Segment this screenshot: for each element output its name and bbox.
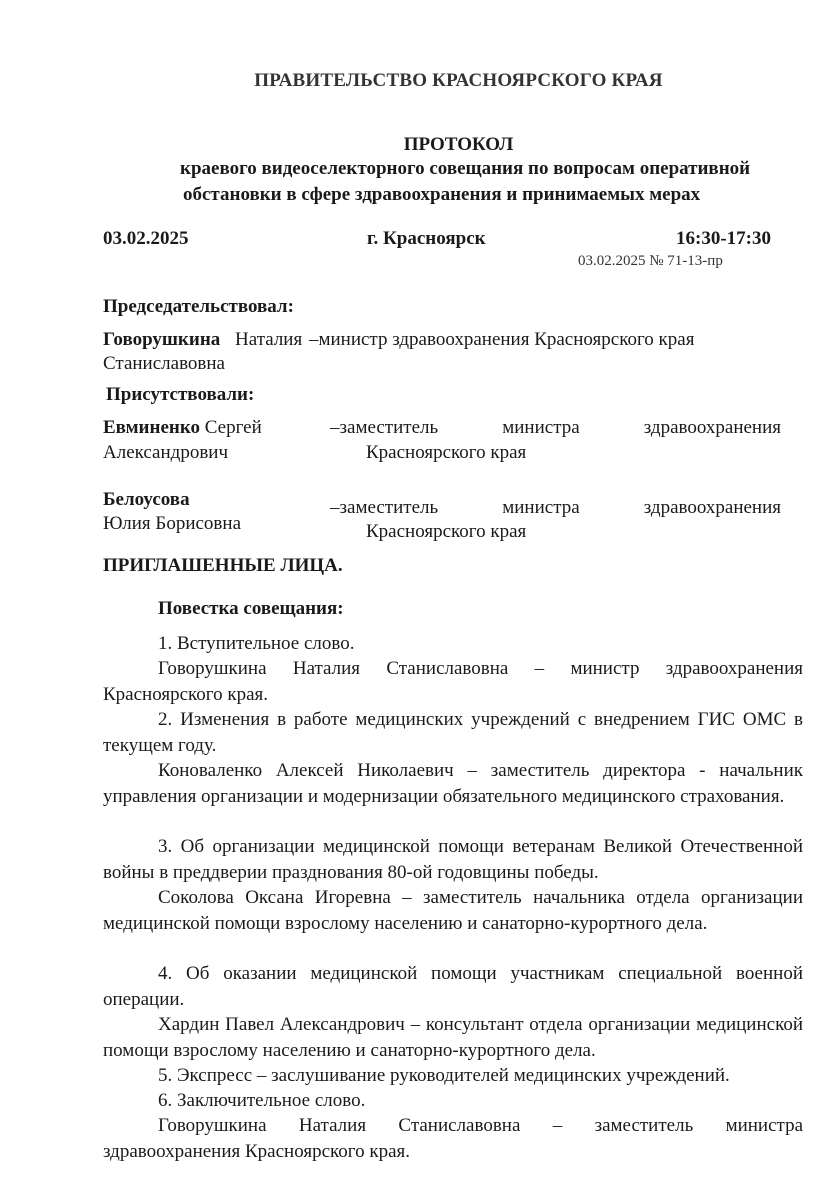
present-person-1-name [103, 417, 262, 439]
agenda-item-5: 5. Экспресс – заслушивание руководителей медицинских учреждений. [158, 1065, 730, 1086]
protocol-title: ПРОТОКОЛ [403, 134, 514, 155]
meeting-time: 16:30-17:30 [676, 228, 771, 249]
present-2-surname: Белоусова [103, 489, 190, 510]
agenda-item-1: 1. Вступительное слово. [158, 633, 355, 654]
agenda-item-6: 6. Заключительное слово. [158, 1090, 366, 1111]
present-1-surname: Евминенко [103, 417, 201, 438]
chair-patronymic: Станиславовна [103, 353, 225, 374]
protocol-subtitle-line-1: краевого видеоселекторного совещания по вопросам оперативной [180, 158, 751, 179]
position-word: здравоохранения [643, 497, 781, 518]
agenda-speaker-2: Коноваленко Алексей Николаевич – заместитель директора - начальник управления организации и модернизации обязательного медицинского страхования. [103, 760, 803, 807]
position-word: –заместитель [330, 497, 439, 518]
meeting-date: 03.02.2025 [103, 228, 189, 249]
agenda-speaker-1: Говорушкина Наталия Станиславовна – министр здравоохранения Красноярского края. [103, 658, 803, 705]
meeting-city: г. Красноярск [367, 228, 486, 249]
present-1-position-line-2: Красноярского края [366, 442, 527, 463]
present-1-position-line-1 [330, 417, 781, 439]
present-2-position-line-2: Красноярского края [366, 521, 527, 542]
registration-number: 03.02.2025 № 71-13-пр [578, 253, 723, 269]
government-header: ПРАВИТЕЛЬСТВО КРАСНОЯРСКОГО КРАЯ [254, 70, 663, 91]
chair-surname: Говорушкина [103, 329, 221, 350]
present-label: Присутствовали: [106, 384, 255, 405]
present-1-given-name: Сергей [204, 417, 262, 438]
agenda-item-4: 4. Об оказании медицинской помощи участникам специальной военной операции. [103, 963, 803, 1010]
chair-given-name: Наталия [235, 329, 303, 350]
invited-label: ПРИГЛАШЕННЫЕ ЛИЦА. [103, 555, 343, 576]
present-2-given-name-patronymic: Юлия Борисовна [103, 513, 242, 534]
agenda-item-2: 2. Изменения в работе медицинских учреждений с внедрением ГИС ОМС в текущем году. [103, 709, 803, 756]
present-2-position-line-1 [330, 497, 781, 519]
chaired-label: Председательствовал: [103, 296, 294, 317]
agenda-speaker-3: Соколова Оксана Игоревна – заместитель начальника отдела организации медицинской помощи взрослому населению и санаторно-курортного дела. [103, 887, 803, 934]
agenda-speaker-4: Хардин Павел Александрович – консультант отдела организации медицинской помощи взрослому населению и санаторно-курортного дела. [103, 1014, 803, 1061]
position-word: здравоохранения [643, 417, 781, 438]
agenda-label: Повестка совещания: [158, 598, 344, 619]
agenda-closing-speaker: Говорушкина Наталия Станиславовна – заместитель министра здравоохранения Красноярского края. [103, 1115, 803, 1162]
agenda-item-3: 3. Об организации медицинской помощи ветеранам Великой Отечественной войны в преддверии празднования 80-ой годовщины победы. [103, 836, 803, 883]
position-word: –заместитель [330, 417, 439, 438]
protocol-subtitle-line-2: обстановки в сфере здравоохранения и принимаемых мерах [183, 184, 701, 205]
chair-name-line [103, 329, 694, 351]
present-1-patronymic: Александрович [103, 442, 229, 463]
position-word: министра [502, 497, 580, 518]
position-word: министра [502, 417, 580, 438]
chair-position: –министр здравоохранения Красноярского края [308, 329, 695, 350]
